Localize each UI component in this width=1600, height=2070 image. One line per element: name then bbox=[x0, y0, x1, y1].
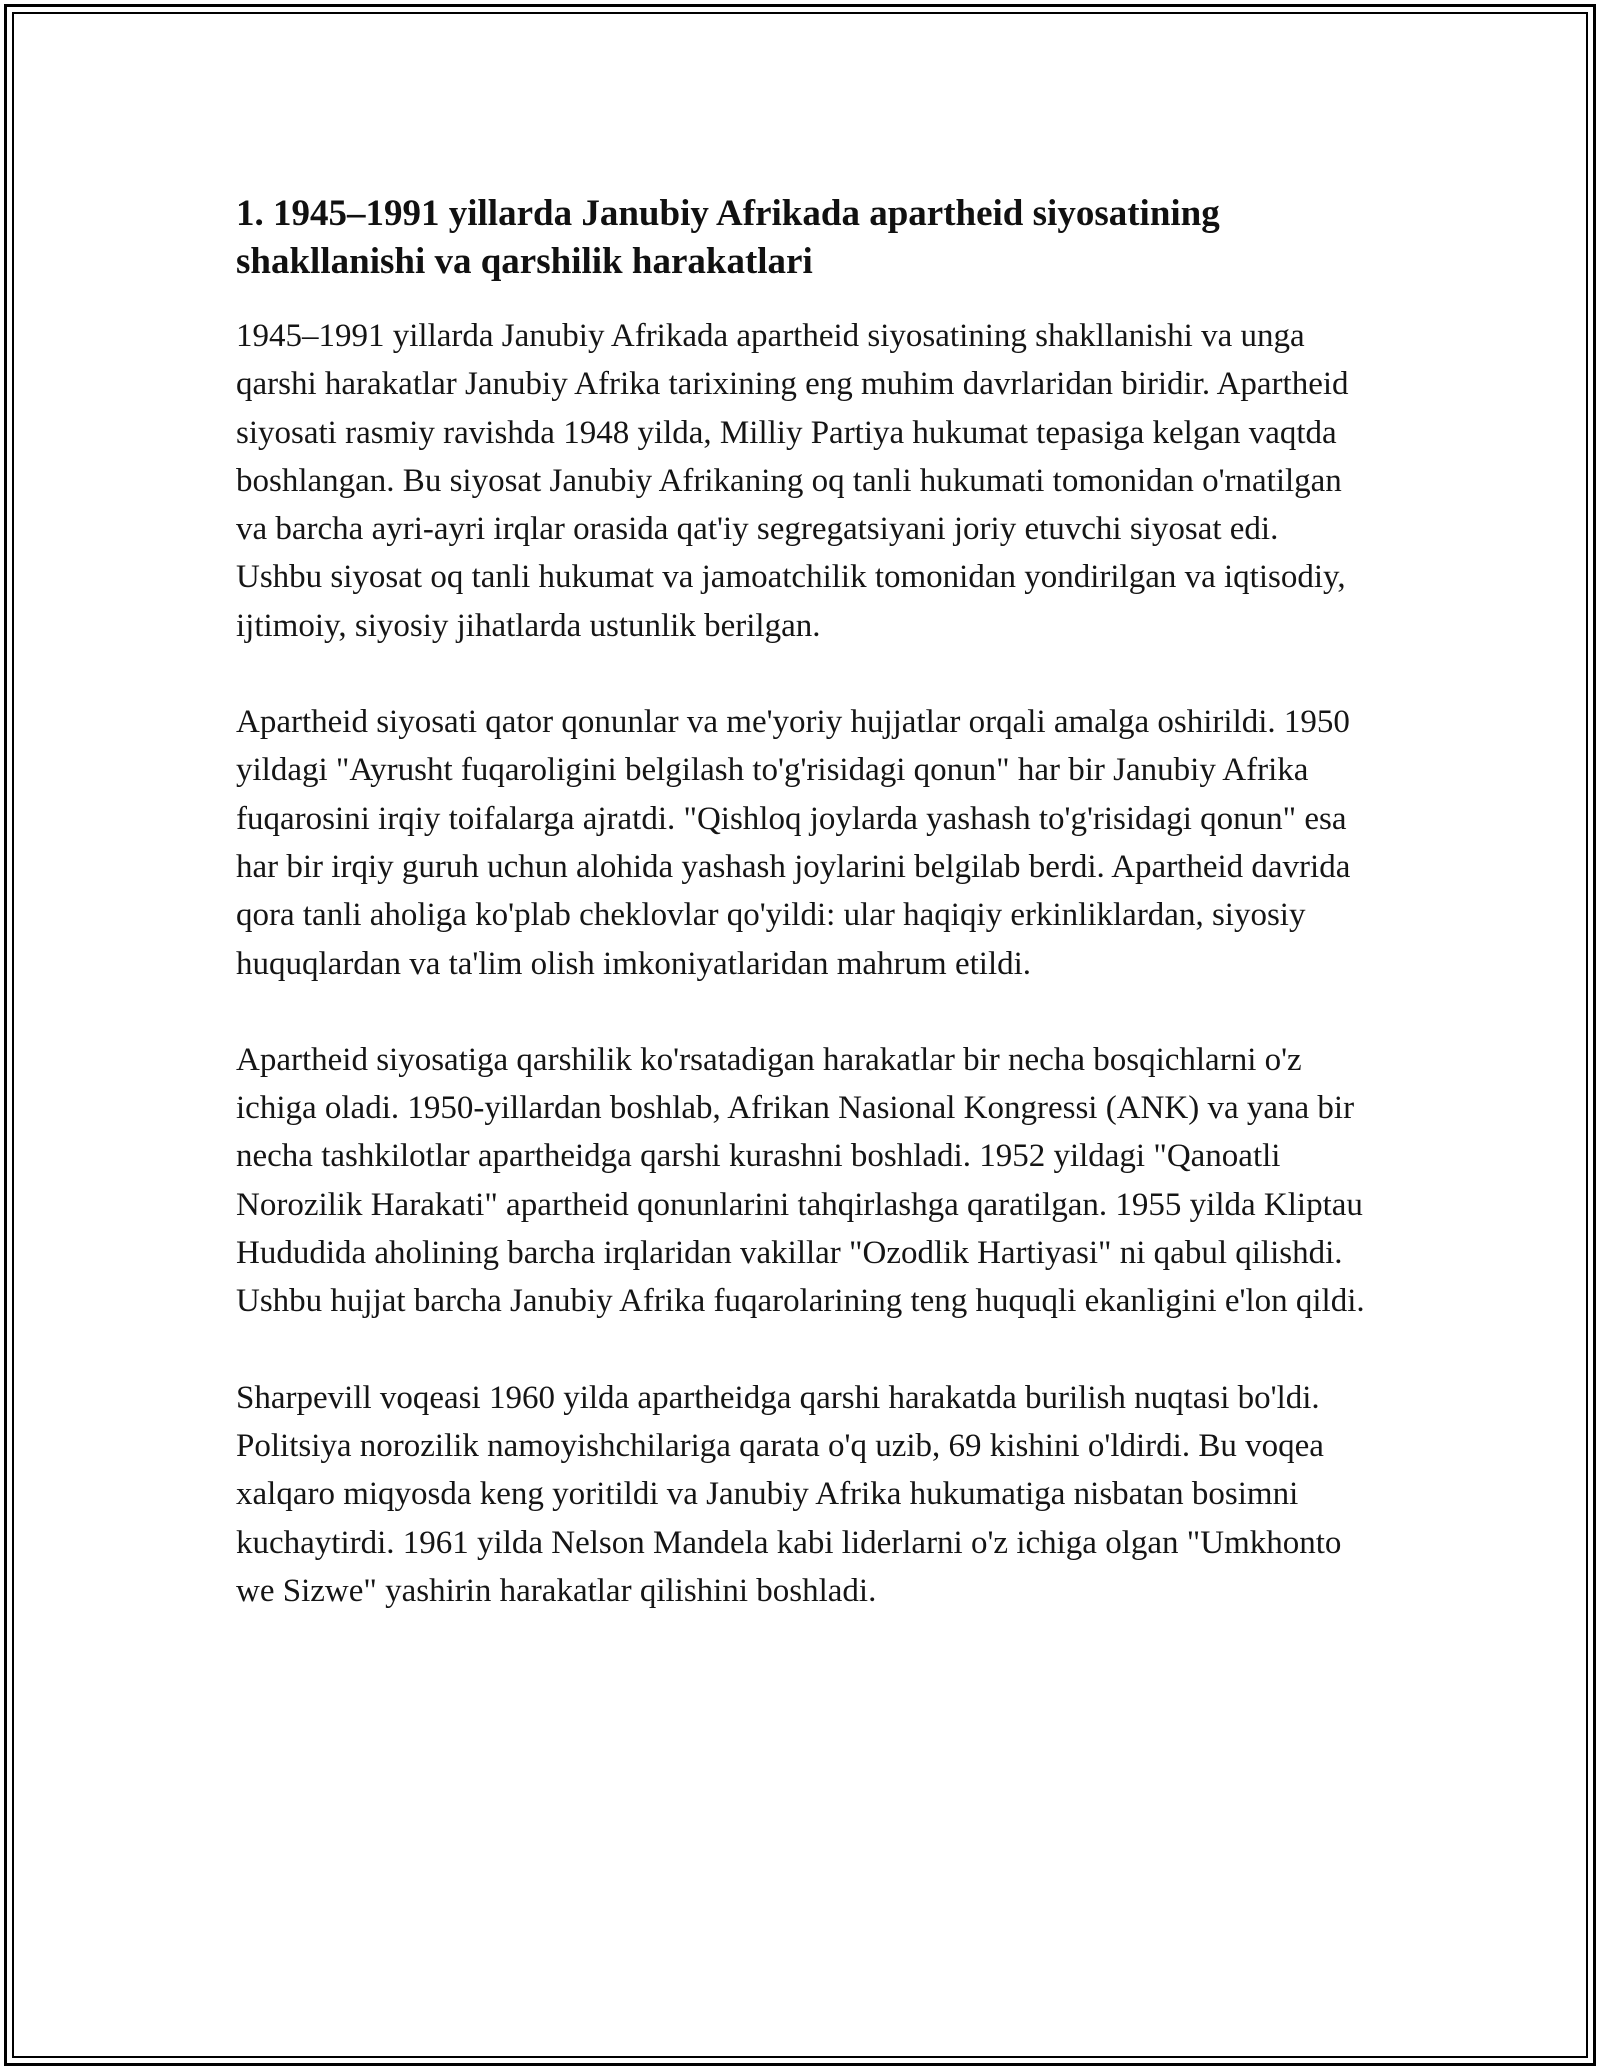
paragraph-4: Sharpevill voqeasi 1960 yilda apartheidga qarshi harakatda burilish nuqtasi bo'ldi. Politsiya norozilik namoyishchilariga qarata o'q uzib, 69 kishini o'ldirdi. Bu voqea xalqaro miqyosda keng yoritildi va Janubiy Afrika hukumatiga nisbatan bosimni kuchaytirdi. 1961 yilda Nelson Mandela kabi liderlarni o'z ichiga olgan "Umkhonto we Sizwe" yashirin harakatlar qilishini boshladi. bbox=[236, 1379, 1342, 1609]
paragraph-3: Apartheid siyosatiga qarshilik ko'rsatadigan harakatlar bir necha bosqichlarni o'z ichiga oladi. 1950-yillardan boshlab, Afrikan Nasional Kongressi (ANK) va yana bir necha tashkilotlar apartheidga qarshi kurashni boshladi. 1952 yildagi "Qanoatli Norozilik Harakati" apartheid qonunlarini tahqirlashga qaratilgan. 1955 yilda Kliptau Hududida aholining barcha irqlaridan vakillar "Ozodlik Hartiyasi" ni qabul qilishdi. Ushbu hujjat barcha Janubiy Afrika fuqarolarining teng huquqli ekanligini e'lon qildi. bbox=[236, 1041, 1365, 1320]
paragraph-1: 1945–1991 yillarda Janubiy Afrikada apartheid siyosatining shakllanishi va unga qarshi harakatlar Janubiy Afrika tarixining eng muhim davrlaridan biridir. Apartheid siyosati rasmiy ravishda 1948 yilda, Milliy Partiya hukumat tepasiga kelgan vaqtda boshlangan. Bu siyosat Janubiy Afrikaning oq tanli hukumati tomonidan o'rnatilgan va barcha ayri-ayri irqlar orasida qat'iy segregatsiyani joriy etuvchi siyosat edi. Ushbu siyosat oq tanli hukumat va jamoatchilik tomonidan yondirilgan va iqtisodiy, ijtimoiy, siyosiy jihatlarda ustunlik berilgan. bbox=[236, 318, 1349, 644]
document-body bbox=[236, 190, 1366, 1663]
paragraph-2: Apartheid siyosati qator qonunlar va me'yoriy hujjatlar orqali amalga oshirildi. 1950 yildagi "Ayrusht fuqaroligini belgilash to'g'risidagi qonun" har bir Janubiy Afrika fuqarosini irqiy toifalarga ajratdi. "Qishloq joylarda yashash to'g'risidagi qonun" esa har bir irqiy guruh uchun alohida yashash joylarini belgilab berdi. Apartheid davrida qora tanli aholiga ko'plab cheklovlar qo'yildi: ular haqiqiy erkinliklardan, siyosiy huquqlardan va ta'lim olish imkoniyatlaridan mahrum etildi. bbox=[236, 704, 1351, 982]
document-title: 1. 1945–1991 yillarda Janubiy Afrikada apartheid siyosatining shakllanishi va qarshilik harakatlari bbox=[236, 193, 1220, 282]
